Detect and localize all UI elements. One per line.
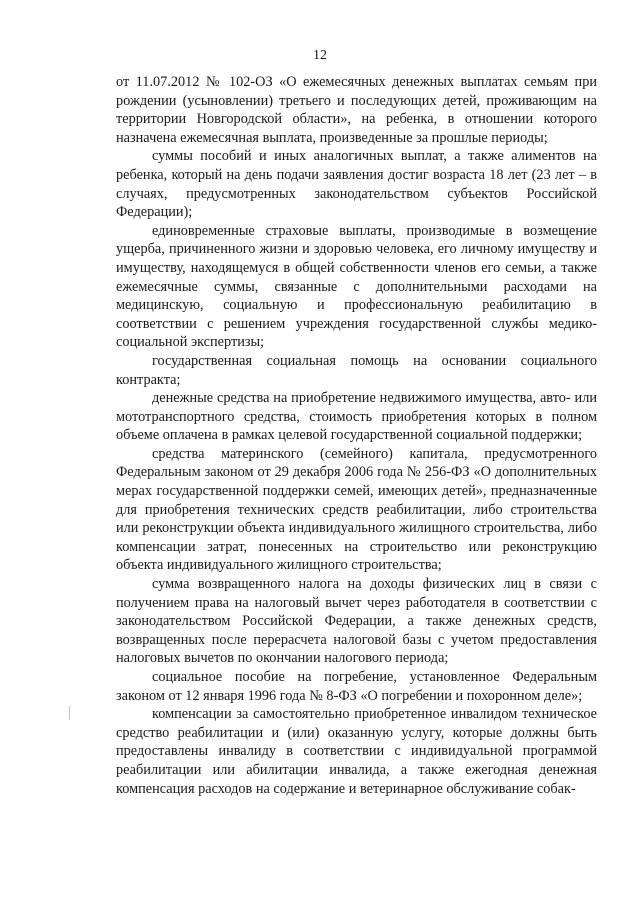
scan-margin-mark bbox=[69, 706, 70, 720]
paragraph: сумма возвращенного налога на доходы физических лиц в связи с получением права на налоговый вычет через работодателя в соответствии с законодательством Российской Федерации, а также денежных средств, возвращенных после перерасчета налоговой базы с учетом предоставления налоговых вычетов по окончании налогового периода; bbox=[116, 576, 597, 667]
paragraph-continuation: от 11.07.2012 № 102-ОЗ «О ежемесячных денежных выплатах семьям при рождении (усыновлении) третьего и последующих детей, проживающим на территории Новгородской области», на ребенка, в отношении которого назначена ежемесячная выплата, произведенные за прошлые периоды; bbox=[116, 74, 597, 146]
paragraph: социальное пособие на погребение, установленное Федеральным законом от 12 января 1996 года № 8-ФЗ «О погребении и похоронном деле»; bbox=[116, 669, 597, 704]
paragraph: денежные средства на приобретение недвижимого имущества, авто- или мототранспортного средства, стоимость приобретения которых в полном объеме оплачена в рамках целевой государственной социальной поддержки; bbox=[116, 390, 597, 444]
paragraph: единовременные страховые выплаты, производимые в возмещение ущерба, причиненного жизни и здоровью человека, его личному имуществу и имуществу, находящемуся в общей собственности членов его семьи, а также ежемесячные суммы, связанные с дополнительными расходами на медицинскую, социальную и профессиональную реабилитацию в соответствии с решением учреждения государственной службы медико-социальной экспертизы; bbox=[116, 222, 597, 351]
paragraph: государственная социальная помощь на основании социального контракта; bbox=[116, 352, 597, 388]
paragraph: компенсации за самостоятельно приобретенное инвалидом техническое средство реабилитации и (или) оказанную услугу, которые должны быть предоставлены инвалиду в соответствии с индивидуальной программой реабилитации или абилитации инвалида, а также ежегодная денежная компенсация расходов на содержание и ветеринарное обслуживание собак- bbox=[116, 706, 597, 797]
paragraph: суммы пособий и иных аналогичных выплат, а также алиментов на ребенка, который на день подачи заявления достиг возраста 18 лет (23 лет – в случаях, предусмотренных законодательством субъектов Российской Федерации); bbox=[116, 148, 597, 221]
page-number: 12 bbox=[313, 48, 327, 63]
paragraph: средства материнского (семейного) капитала, предусмотренного Федеральным законом от 29 декабря 2006 года № 256-ФЗ «О дополнительных мерах государственной поддержки семей, имеющих детей», предназначенные для приобретения технических средств реабилитации, либо строительства или реконструкции объекта индивидуального жилищного строительства, либо компенсации затрат, понесенных на строительство или реконструкцию объекта индивидуального жилищного строительства; bbox=[116, 445, 597, 574]
document-body bbox=[116, 73, 597, 798]
